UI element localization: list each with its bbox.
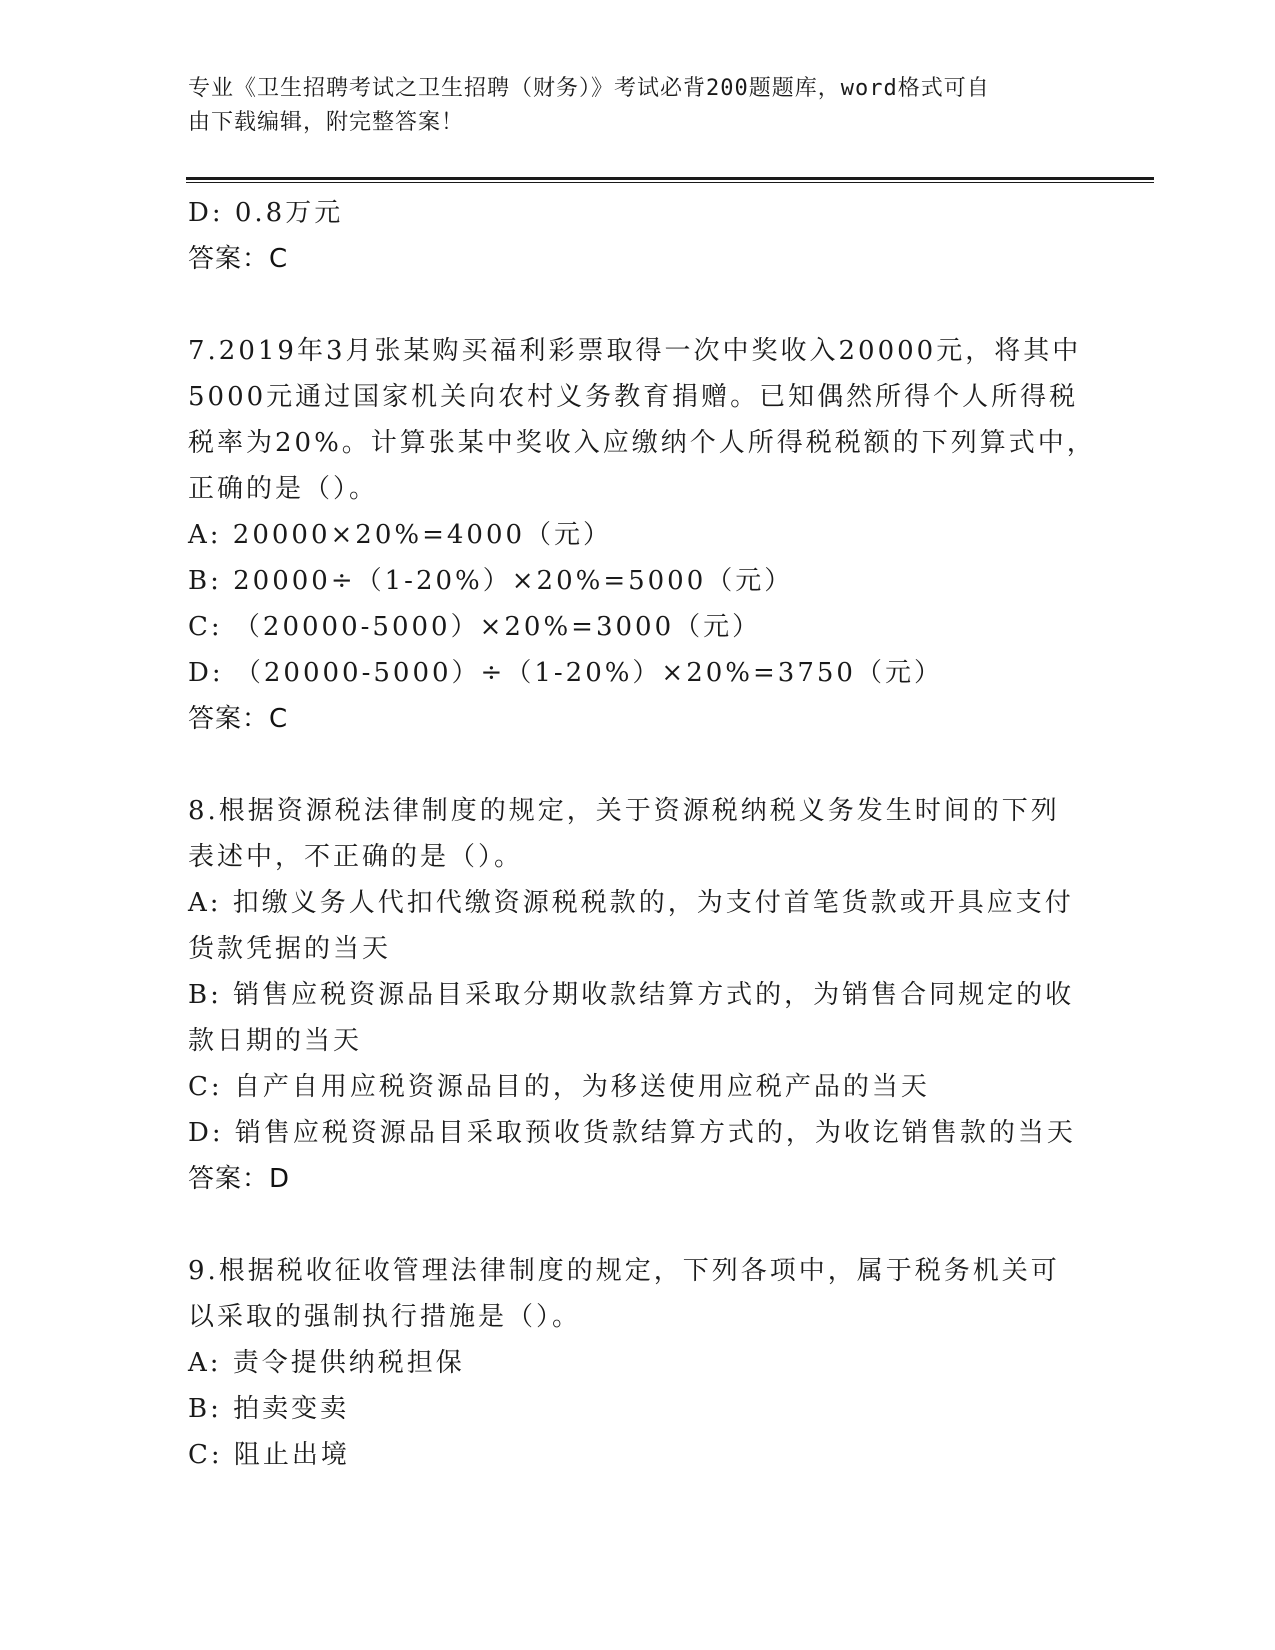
question-7-option-a: A: 20000×20%=4000（元） (188, 520, 613, 550)
question-7-option-c: C: （20000-5000）×20%=3000（元） (188, 612, 762, 642)
header-line-2: 由下载编辑，附完整答案！ (188, 110, 465, 135)
question-8-option-b-line-1: B: 销售应税资源品目采取分期收款结算方式的，为销售合同规定的收 (188, 980, 1075, 1010)
header-rule-thin (186, 182, 1154, 183)
document-body (188, 190, 1096, 1478)
question-8-option-b-line-2: 款日期的当天 (188, 1026, 363, 1056)
question-8 (188, 788, 1088, 1202)
question-7-answer: 答案：C (188, 704, 289, 734)
prev-option-d: D: 0.8万元 (188, 198, 344, 228)
question-7 (188, 328, 1096, 742)
question-8-stem-line-1: 8.根据资源税法律制度的规定，关于资源税纳税义务发生时间的下列 (188, 796, 1060, 826)
spacer (188, 1202, 1088, 1248)
spacer (188, 282, 1088, 328)
question-7-option-b: B: 20000÷（1-20%）×20%=5000（元） (188, 566, 794, 596)
spacer (188, 742, 1088, 788)
question-9-stem-line-2: 以采取的强制执行措施是（）。 (188, 1302, 582, 1332)
header-rule-thick (186, 177, 1154, 180)
document-header (188, 72, 1068, 140)
question-9-option-c: C: 阻止出境 (188, 1440, 350, 1470)
question-9-stem-line-1: 9.根据税收征收管理法律制度的规定，下列各项中，属于税务机关可 (188, 1256, 1060, 1286)
question-8-option-d: D: 销售应税资源品目采取预收货款结算方式的，为收讫销售款的当天 (188, 1118, 1076, 1148)
question-8-option-a-line-1: A: 扣缴义务人代扣代缴资源税税款的，为支付首笔货款或开具应支付 (188, 888, 1074, 918)
question-9-option-a: A: 责令提供纳税担保 (188, 1348, 465, 1378)
question-7-stem-line-4: 正确的是（）。 (188, 474, 379, 504)
question-9 (188, 1248, 1088, 1478)
question-7-stem-line-2: 5000元通过国家机关向农村义务教育捐赠。已知偶然所得个人所得税 (188, 382, 1079, 412)
question-7-option-d: D: （20000-5000）÷（1-20%）×20%=3750（元） (188, 658, 943, 688)
question-8-answer: 答案：D (188, 1164, 291, 1194)
question-7-stem-line-1: 7.2019年3月张某购买福利彩票取得一次中奖收入20000元，将其中 (188, 336, 1082, 366)
question-8-option-c: C: 自产自用应税资源品目的，为移送使用应税产品的当天 (188, 1072, 930, 1102)
header-line-1: 专业《卫生招聘考试之卫生招聘（财务）》考试必背200题题库，word格式可自 (188, 76, 990, 101)
question-9-option-b: B: 拍卖变卖 (188, 1394, 350, 1424)
prev-answer: 答案：C (188, 244, 289, 274)
question-7-stem-line-3: 税率为20%。计算张某中奖收入应缴纳个人所得税税额的下列算式中， (188, 428, 1096, 458)
question-8-stem-line-2: 表述中，不正确的是（）。 (188, 842, 524, 872)
question-8-option-a-line-2: 货款凭据的当天 (188, 934, 392, 964)
